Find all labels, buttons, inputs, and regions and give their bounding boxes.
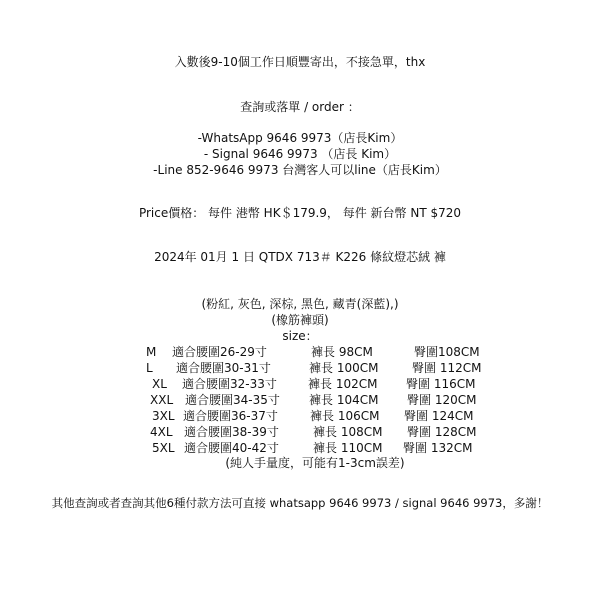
size-row-xxl: [0, 392, 600, 408]
size-waist: 適合腰圍40-42寸: [184, 441, 279, 455]
size-label: XXL: [150, 393, 174, 407]
order-heading: 查詢或落單 / order ：: [240, 100, 360, 114]
size-row-4xl: [0, 424, 600, 440]
size-waist: 適合腰圍38-39寸: [184, 425, 279, 439]
size-waist: 適合腰圍36-37寸: [183, 409, 278, 423]
size-row-m: [0, 344, 600, 360]
size-hip: 臀圍 124CM: [404, 409, 474, 423]
size-label: 5XL: [152, 441, 175, 455]
size-label: L: [146, 361, 153, 375]
product-line: 2024年 01月 1 日 QTDX 713＃ K226 條紋燈芯絨 褲: [154, 250, 446, 264]
size-heading: size：: [282, 329, 318, 343]
size-hip: 臀圍 116CM: [406, 377, 476, 391]
size-row-l: [0, 360, 600, 376]
contact-line: -Line 852-9646 9973 台灣客人可以line（店長Kim）: [153, 163, 447, 177]
contact-signal: - Signal 9646 9973 （店長 Kim）: [203, 147, 397, 161]
size-length: 褲長 104CM: [309, 393, 379, 407]
size-hip: 臀圍 128CM: [407, 425, 477, 439]
size-hip: 臀圍 132CM: [403, 441, 473, 455]
size-row-xl: [0, 376, 600, 392]
size-hip: 臀圍 112CM: [412, 361, 482, 375]
size-length: 褲長 98CM: [311, 345, 373, 359]
size-waist: 適合腰圍26-29寸: [172, 345, 267, 359]
size-hip: 臀圍 120CM: [407, 393, 477, 407]
size-length: 褲長 108CM: [313, 425, 383, 439]
size-length: 褲長 106CM: [310, 409, 380, 423]
shipping-note: 入數後9-10個工作日順豐寄出，不接急單，thx: [174, 55, 426, 69]
size-label: M: [146, 345, 157, 359]
size-label: XL: [152, 377, 167, 391]
size-label: 3XL: [152, 409, 175, 423]
size-waist: 適合腰圍30-31寸: [176, 361, 271, 375]
colors-line: (粉紅, 灰色, 深棕, 黑色, 藏青(深藍),): [201, 297, 399, 311]
price-line: Price價格： 每件 港幣 HK＄179.9， 每件 新台幣 NT $720: [138, 206, 462, 220]
contact-whatsapp: -WhatsApp 9646 9973（店長Kim）: [197, 131, 403, 145]
footer-note: 其他查詢或者查詢其他6種付款方法可直接 whatsapp 9646 9973 / signal 9646 9973，多謝！: [51, 496, 549, 510]
size-length: 褲長 100CM: [309, 361, 379, 375]
measure-note: (純人手量度，可能有1-3cm誤差): [225, 456, 405, 470]
size-length: 褲長 102CM: [308, 377, 378, 391]
size-row-5xl: [0, 440, 600, 456]
size-waist: 適合腰圍32-33寸: [182, 377, 277, 391]
size-hip: 臀圍108CM: [414, 345, 480, 359]
size-label: 4XL: [150, 425, 173, 439]
size-row-3xl: [0, 408, 600, 424]
size-length: 褲長 110CM: [313, 441, 383, 455]
size-waist: 適合腰圍34-35寸: [185, 393, 280, 407]
waist-note: (橡筋褲頭): [271, 313, 329, 327]
